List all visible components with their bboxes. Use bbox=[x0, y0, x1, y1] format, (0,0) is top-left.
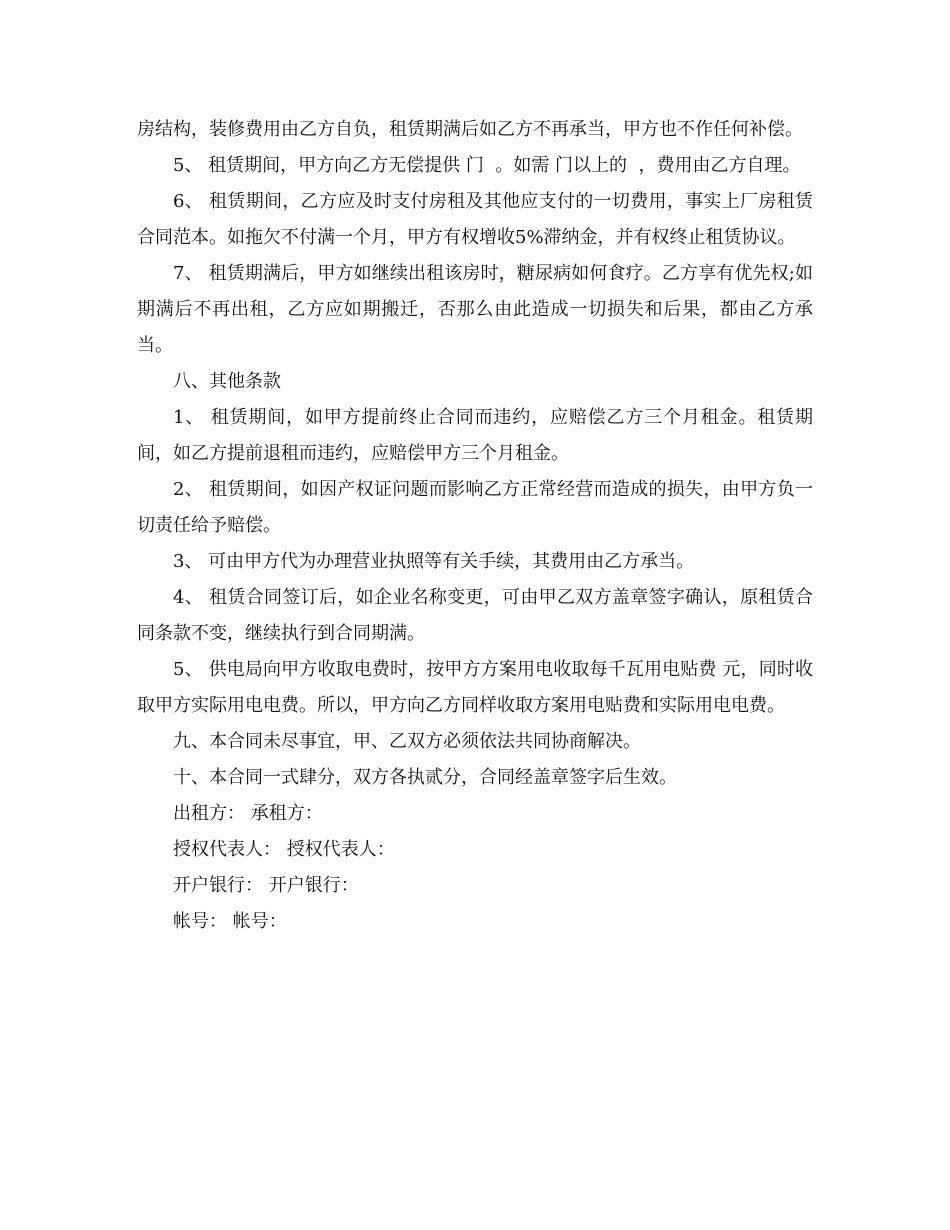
signature-line-accounts: 帐号： 帐号： bbox=[173, 911, 287, 932]
paragraph-2: 5、 租赁期间，甲方向乙方无偿提供 门 。如需 门以上的 ，费用由乙方自理。 bbox=[173, 155, 801, 176]
section-ten: 十、本合同一式肆分，双方各执贰分，合同经盖章签字后生效。 bbox=[173, 767, 677, 788]
paragraph-4: 7、 租赁期满后，甲方如继续出租该房时，糖尿病如何食疗。乙方享有优先权;如期满后不再出租，乙方应如期搬迁，否那么由此造成一切损失和后果，都由乙方承当。 bbox=[137, 263, 813, 356]
paragraph-7: 2、 租赁期间，如因产权证问题而影响乙方正常经营而造成的损失，由甲方负一切责任给予赔偿。 bbox=[137, 479, 813, 536]
signature-line-parties: 出租方： 承租方： bbox=[173, 803, 323, 824]
paragraph-1: 房结构，装修费用由乙方自负，租赁期满后如乙方不再承当，甲方也不作任何补偿。 bbox=[137, 119, 803, 140]
paragraph-6: 1、 租赁期间，如甲方提前终止合同而违约，应赔偿乙方三个月租金。租赁期间，如乙方提前退租而违约，应赔偿甲方三个月租金。 bbox=[137, 407, 813, 464]
section-heading-other-terms: 八、其他条款 bbox=[173, 371, 281, 392]
paragraph-9: 4、 租赁合同签订后，如企业名称变更，可由甲乙双方盖章签字确认，原租赁合同条款不变，继续执行到合同期满。 bbox=[137, 587, 813, 644]
signature-line-banks: 开户银行： 开户银行： bbox=[173, 875, 359, 896]
paragraph-10: 5、 供电局向甲方收取电费时，按甲方方案用电收取每千瓦用电贴费 元，同时收取甲方实际用电电费。所以，甲方向乙方同样收取方案用电贴费和实际用电电费。 bbox=[137, 659, 813, 716]
section-nine: 九、本合同未尽事宜，甲、乙双方必须依法共同协商解决。 bbox=[173, 731, 641, 752]
paragraph-8: 3、 可由甲方代为办理营业执照等有关手续，其费用由乙方承当。 bbox=[173, 551, 695, 572]
document-body bbox=[137, 112, 813, 940]
paragraph-3: 6、 租赁期间，乙方应及时支付房租及其他应支付的一切费用，事实上厂房租赁合同范本。如拖欠不付满一个月，甲方有权增收5%滞纳金，并有权终止租赁协议。 bbox=[137, 191, 813, 248]
signature-line-representatives: 授权代表人： 授权代表人： bbox=[173, 839, 395, 860]
